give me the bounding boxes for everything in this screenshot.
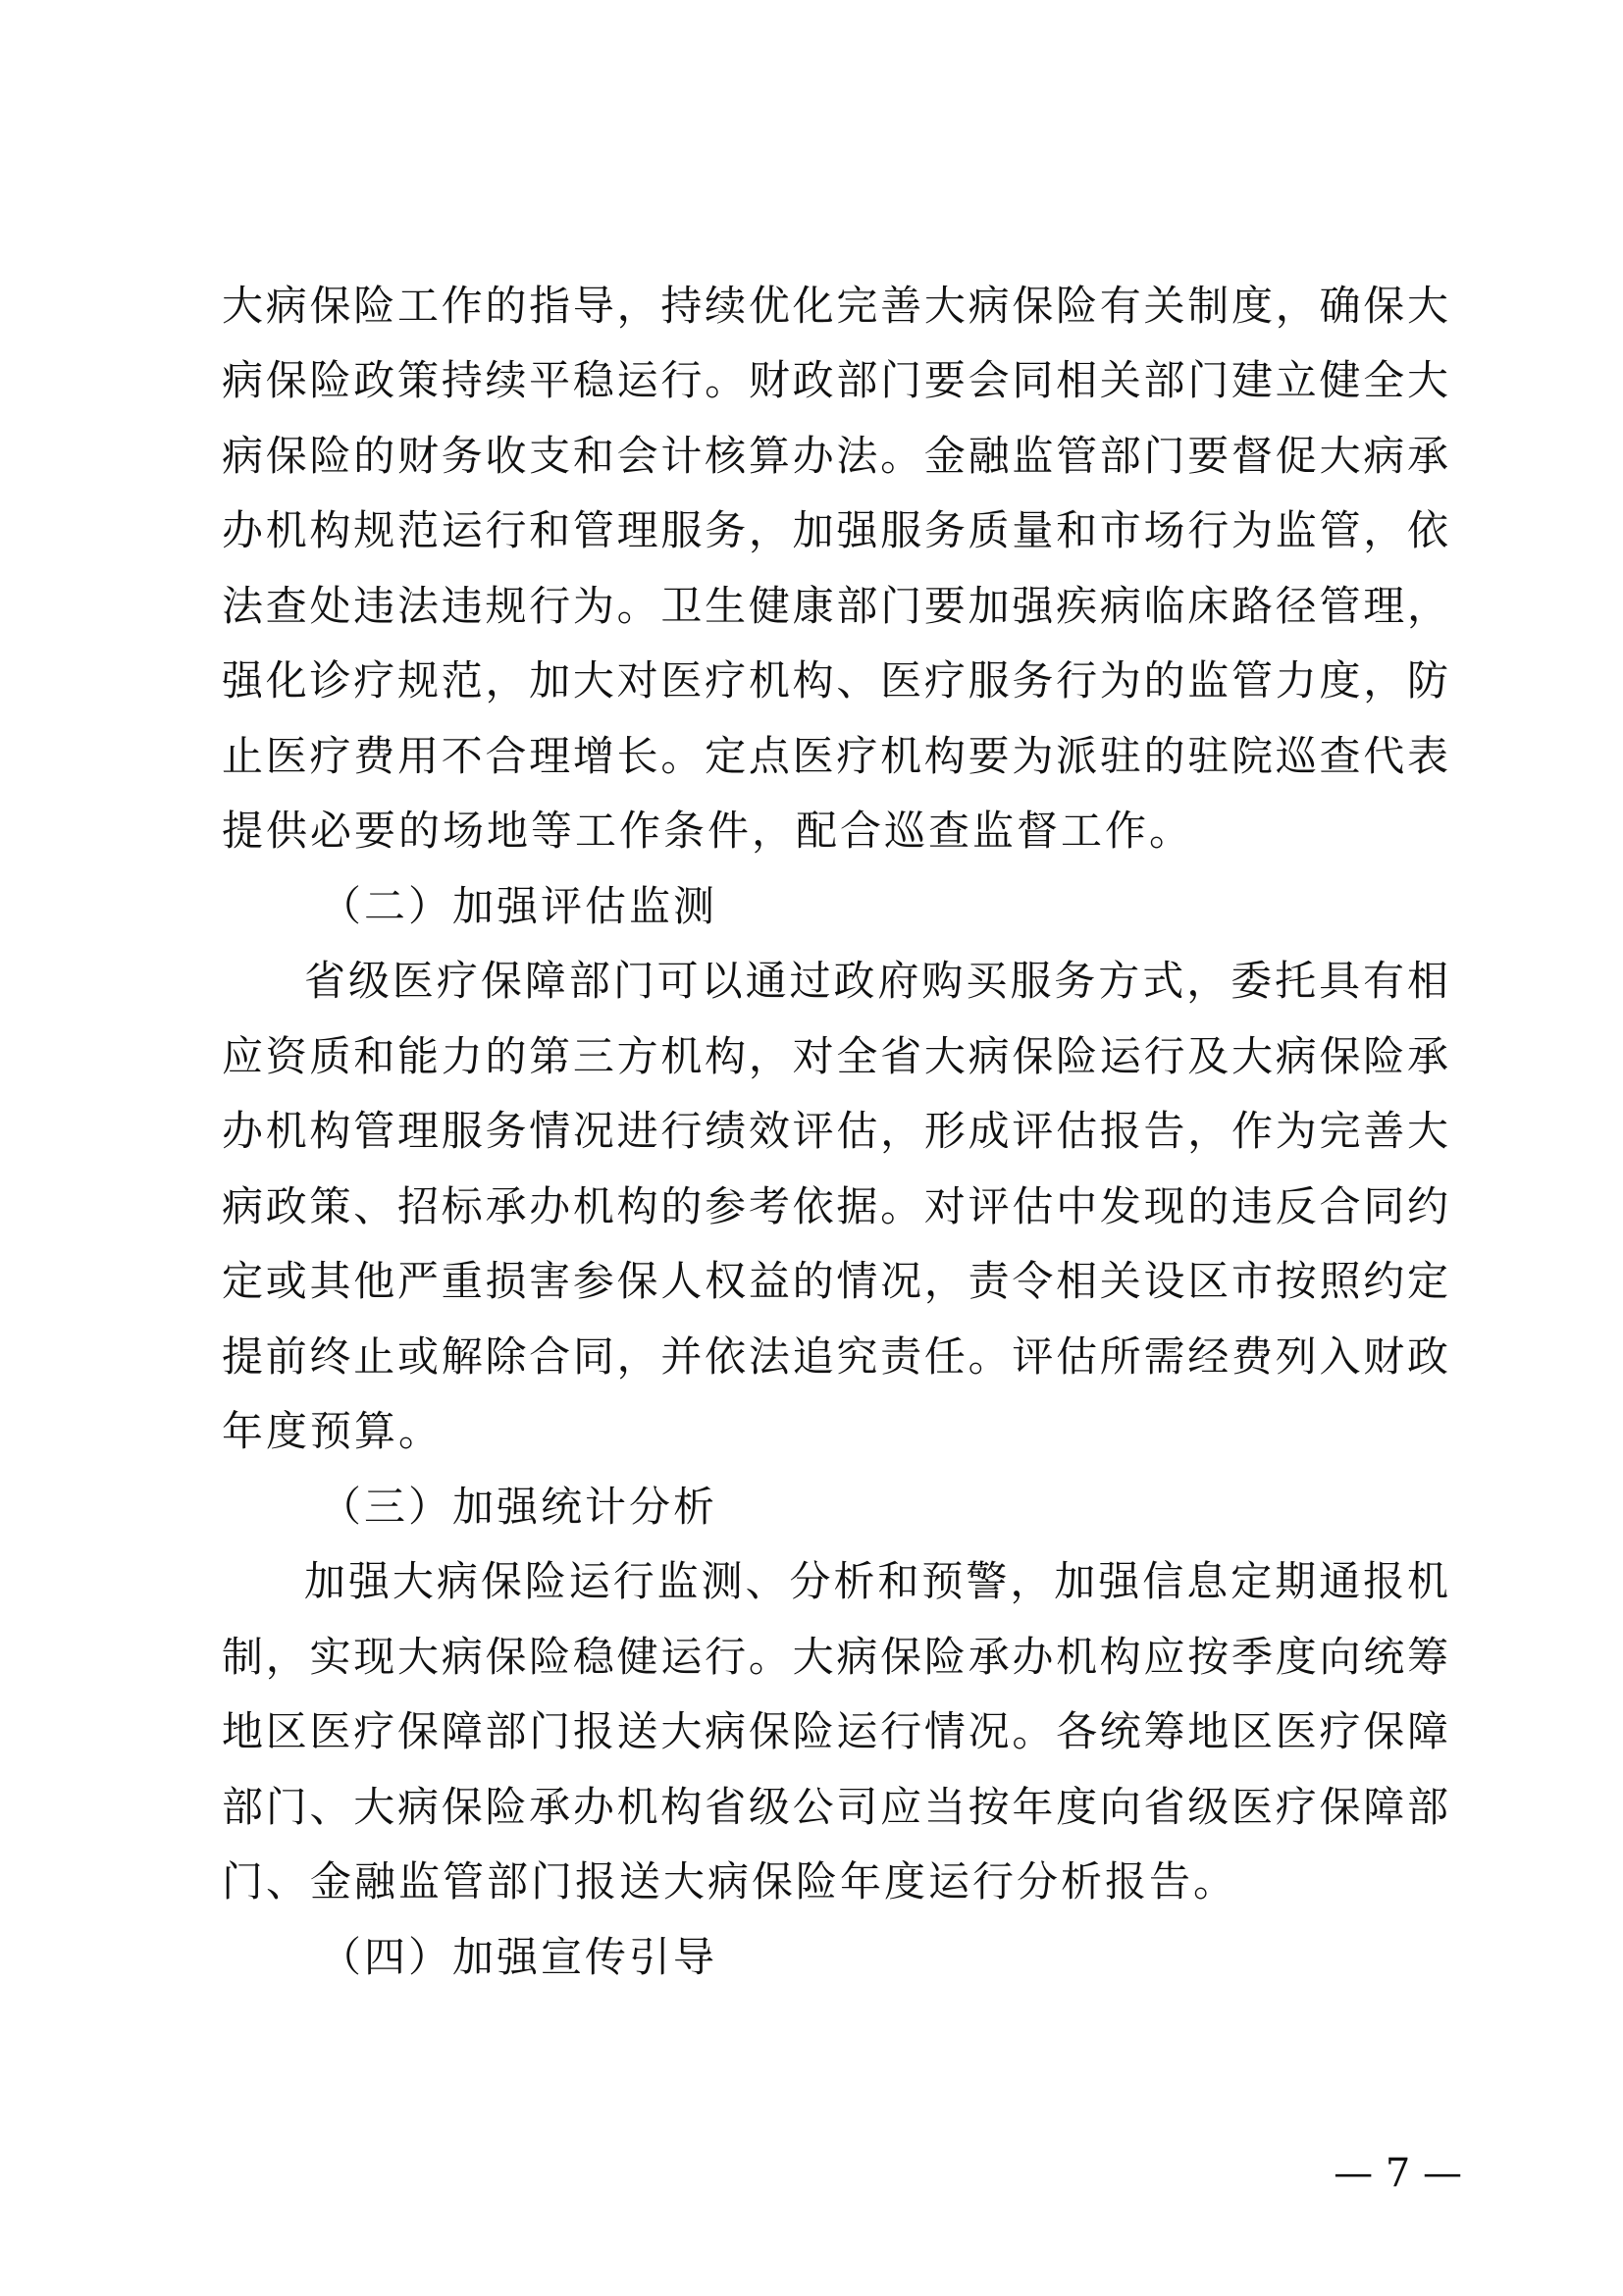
- body-text-line: 省级医疗保障部门可以通过政府购买服务方式，委托具有相: [304, 957, 1448, 1005]
- section-heading: （二）加强评估监测: [320, 882, 718, 930]
- body-text-line: 病保险政策持续平稳运行。财政部门要会同相关部门建立健全大: [222, 356, 1448, 404]
- body-text-line: 病保险的财务收支和会计核算办法。金融监管部门要督促大病承: [222, 432, 1448, 480]
- body-text-line: 应资质和能力的第三方机构，对全省大病保险运行及大病保险承: [222, 1032, 1448, 1080]
- body-text-line: 门、金融监管部门报送大病保险年度运行分析报告。: [222, 1857, 1238, 1905]
- body-text-line: 地区医疗保障部门报送大病保险运行情况。各统筹地区医疗保障: [222, 1707, 1448, 1755]
- body-text-line: 年度预算。: [222, 1407, 444, 1455]
- body-text-line: 法查处违法违规行为。卫生健康部门要加强疾病临床路径管理，: [222, 582, 1448, 630]
- page-number: — 7 —: [1334, 2151, 1462, 2196]
- body-text-line: 大病保险工作的指导，持续优化完善大病保险有关制度，确保大: [222, 282, 1448, 330]
- body-text-line: 加强大病保险运行监测、分析和预警，加强信息定期通报机: [304, 1557, 1448, 1605]
- body-text-line: 强化诊疗规范，加大对医疗机构、医疗服务行为的监管力度，防: [222, 656, 1448, 704]
- body-text-line: 提前终止或解除合同，并依法追究责任。评估所需经费列入财政: [222, 1332, 1448, 1381]
- body-text-line: 止医疗费用不合理增长。定点医疗机构要为派驻的驻院巡查代表: [222, 732, 1448, 780]
- body-text-line: 办机构规范运行和管理服务，加强服务质量和市场行为监管，依: [222, 506, 1448, 554]
- body-text-line: 病政策、招标承办机构的参考依据。对评估中发现的违反合同约: [222, 1182, 1448, 1230]
- body-text-line: 办机构管理服务情况进行绩效评估，形成评估报告，作为完善大: [222, 1107, 1448, 1155]
- body-text-line: 制，实现大病保险稳健运行。大病保险承办机构应按季度向统筹: [222, 1633, 1448, 1681]
- section-heading: （四）加强宣传引导: [320, 1933, 718, 1981]
- section-heading: （三）加强统计分析: [320, 1483, 718, 1531]
- body-text-line: 提供必要的场地等工作条件，配合巡查监督工作。: [222, 807, 1194, 855]
- body-text-line: 定或其他严重损害参保人权益的情况，责令相关设区市按照约定: [222, 1257, 1448, 1305]
- body-text-line: 部门、大病保险承办机构省级公司应当按年度向省级医疗保障部: [222, 1783, 1448, 1831]
